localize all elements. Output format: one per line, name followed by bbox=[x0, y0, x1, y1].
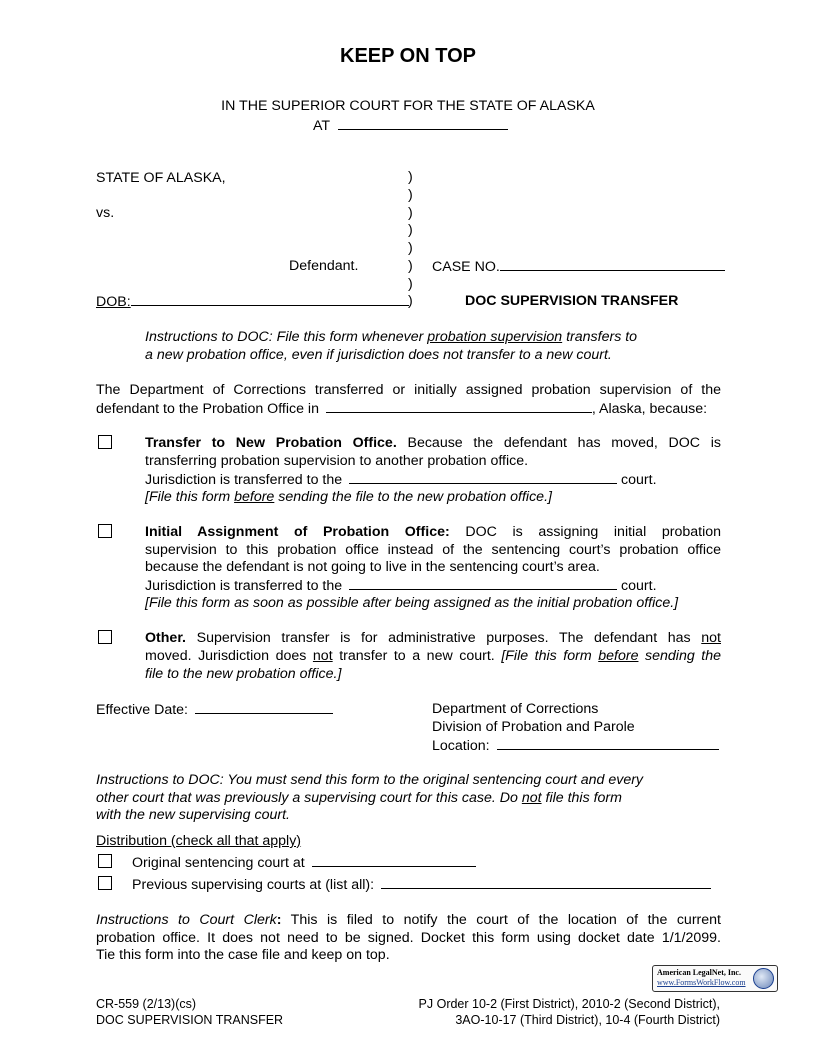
document-title: DOC SUPERVISION TRANSFER bbox=[465, 293, 679, 309]
court-location-field[interactable] bbox=[338, 116, 508, 130]
dob-field[interactable] bbox=[131, 292, 409, 306]
option-heading: Other. bbox=[145, 630, 186, 646]
option-line bbox=[145, 470, 657, 489]
caption-paren: ) bbox=[408, 258, 413, 274]
caption-paren: ) bbox=[408, 169, 413, 185]
option-note-text: sending the bbox=[638, 648, 721, 664]
case-number-field[interactable] bbox=[500, 257, 725, 271]
division-name: Division of Probation and Parole bbox=[432, 719, 635, 735]
dob-label: DOB: bbox=[96, 294, 131, 310]
caption-paren: ) bbox=[408, 222, 413, 238]
distribution-heading: Distribution (check all that apply) bbox=[96, 833, 302, 849]
caption-paren: ) bbox=[408, 187, 413, 203]
logo-website-link[interactable]: www.FormsWorkFlow.com bbox=[657, 978, 746, 987]
distribution-item bbox=[132, 853, 476, 872]
option-note: [File this form as soon as possible after being assigned as the initial probation office.] bbox=[145, 595, 679, 611]
previous-courts-checkbox[interactable] bbox=[98, 876, 112, 890]
option-text: transfer to a new court. bbox=[332, 648, 502, 664]
doc-instructions-text: Instructions to DOC: File this form whenever bbox=[145, 329, 428, 345]
doc-instructions-text: file this form bbox=[541, 790, 622, 806]
clerk-instructions-colon: : bbox=[276, 912, 282, 928]
option-text: moved. Jurisdiction does bbox=[145, 648, 313, 664]
location-label: Location: bbox=[432, 738, 490, 754]
keep-on-top-heading: KEEP ON TOP bbox=[340, 45, 476, 67]
intro-line: The Department of Corrections transferred or initially assigned probation supervision of the bbox=[96, 382, 721, 398]
plaintiff-name: STATE OF ALASKA, bbox=[96, 170, 226, 186]
clerk-instructions-line bbox=[96, 911, 721, 929]
case-no-label: CASE NO. bbox=[432, 259, 500, 275]
doc-instructions-emphasis: not bbox=[521, 790, 542, 806]
option-emphasis: not bbox=[312, 648, 333, 664]
clerk-instructions-text: This is filed to notify the court of the location of the current bbox=[281, 912, 721, 928]
doc-instructions-text: transfers to bbox=[562, 329, 638, 345]
option-line: supervision to this probation office instead of the sentencing court’s probation office bbox=[145, 542, 721, 558]
option-text: DOC is assigning initial probation bbox=[449, 524, 722, 540]
probation-office-field[interactable] bbox=[326, 399, 592, 413]
option-line bbox=[145, 647, 721, 665]
versus-label: vs. bbox=[96, 205, 115, 221]
option-line: because the defendant is not going to live in the sentencing court’s area. bbox=[145, 559, 600, 575]
clerk-instructions-line: probation office. It does not need to be signed. Docket this form using docket date 1/1/2099. bbox=[96, 930, 721, 946]
location-field[interactable] bbox=[497, 736, 719, 750]
doc-instructions-line: Instructions to DOC: You must send this form to the original sentencing court and every bbox=[96, 772, 644, 788]
doc-instructions-line: a new probation office, even if jurisdiction does not transfer to a new court. bbox=[145, 347, 612, 363]
option-text: court. bbox=[617, 578, 657, 594]
dob-line bbox=[96, 292, 409, 311]
option-line bbox=[145, 434, 721, 452]
case-number-line bbox=[432, 257, 725, 276]
option-text: Jurisdiction is transferred to the bbox=[145, 472, 343, 488]
other-checkbox[interactable] bbox=[98, 630, 112, 644]
distribution-label: Previous supervising courts at (list all): bbox=[132, 877, 375, 893]
form-name-footer: DOC SUPERVISION TRANSFER bbox=[96, 1013, 284, 1027]
caption-paren: ) bbox=[408, 205, 413, 221]
caption-paren: ) bbox=[408, 276, 413, 292]
globe-icon bbox=[753, 968, 774, 989]
option-note-emphasis: before bbox=[598, 648, 639, 664]
previous-courts-field[interactable] bbox=[381, 875, 711, 889]
option-note bbox=[145, 488, 552, 506]
defendant-label: Defendant. bbox=[289, 258, 359, 274]
effective-date-label: Effective Date: bbox=[96, 702, 189, 718]
option-note: file to the new probation office.] bbox=[145, 666, 342, 682]
option-line bbox=[145, 523, 721, 541]
form-number: CR-559 (2/13)(cs) bbox=[96, 997, 197, 1011]
doc-instructions-line bbox=[96, 789, 622, 807]
doc-instructions-line bbox=[145, 328, 637, 346]
doc-instructions-text: other court that was previously a supervising court for this case. Do bbox=[96, 790, 522, 806]
original-court-checkbox[interactable] bbox=[98, 854, 112, 868]
distribution-label: Original sentencing court at bbox=[132, 855, 305, 871]
pj-order-line: 3AO-10-17 (Third District), 10-4 (Fourth District) bbox=[455, 1013, 720, 1027]
dept-name: Department of Corrections bbox=[432, 701, 599, 717]
effective-date-line bbox=[96, 700, 333, 719]
doc-instructions-line: with the new supervising court. bbox=[96, 807, 290, 823]
option-heading: Initial Assignment of Probation Office: bbox=[145, 524, 450, 540]
option-line bbox=[145, 629, 721, 647]
jurisdiction-court-field[interactable] bbox=[349, 576, 617, 590]
intro-line bbox=[96, 399, 707, 418]
at-label: AT bbox=[313, 118, 330, 134]
court-title: IN THE SUPERIOR COURT FOR THE STATE OF ALASKA bbox=[221, 98, 595, 114]
location-line bbox=[432, 736, 719, 755]
option-note-emphasis: before bbox=[234, 489, 275, 505]
option-text: Because the defendant has moved, DOC is bbox=[396, 435, 721, 451]
option-line bbox=[145, 576, 657, 595]
pj-order-line: PJ Order 10-2 (First District), 2010-2 (Second District), bbox=[418, 997, 720, 1011]
option-line: transferring probation supervision to another probation office. bbox=[145, 453, 529, 469]
option-note-text: [File this form bbox=[145, 489, 235, 505]
original-court-field[interactable] bbox=[312, 853, 476, 867]
intro-text: defendant to the Probation Office in bbox=[96, 401, 319, 417]
option-text: Supervision transfer is for administrative purposes. The defendant has bbox=[186, 630, 702, 646]
clerk-instructions-lead: Instructions to Court Clerk bbox=[96, 912, 277, 928]
option-emphasis: not bbox=[701, 630, 721, 646]
clerk-instructions-line: Tie this form into the case file and keep on top. bbox=[96, 947, 390, 963]
court-location-line bbox=[313, 116, 508, 135]
doc-instructions-emphasis: probation supervision bbox=[427, 329, 563, 345]
initial-assignment-checkbox[interactable] bbox=[98, 524, 112, 538]
logo-company-name: American LegalNet, Inc. bbox=[657, 968, 741, 977]
intro-text: , Alaska, because: bbox=[591, 401, 708, 417]
option-heading: Transfer to New Probation Office. bbox=[145, 435, 397, 451]
american-legalnet-logo bbox=[652, 965, 778, 992]
transfer-new-office-checkbox[interactable] bbox=[98, 435, 112, 449]
distribution-item bbox=[132, 875, 711, 894]
option-note-text: sending the file to the new probation office.] bbox=[274, 489, 552, 505]
option-text: court. bbox=[617, 472, 657, 488]
option-text: Jurisdiction is transferred to the bbox=[145, 578, 343, 594]
caption-paren: ) bbox=[408, 240, 413, 256]
effective-date-field[interactable] bbox=[195, 700, 333, 714]
caption-paren: ) bbox=[408, 293, 413, 309]
option-note-text: [File this form bbox=[501, 648, 599, 664]
jurisdiction-court-field[interactable] bbox=[349, 470, 617, 484]
